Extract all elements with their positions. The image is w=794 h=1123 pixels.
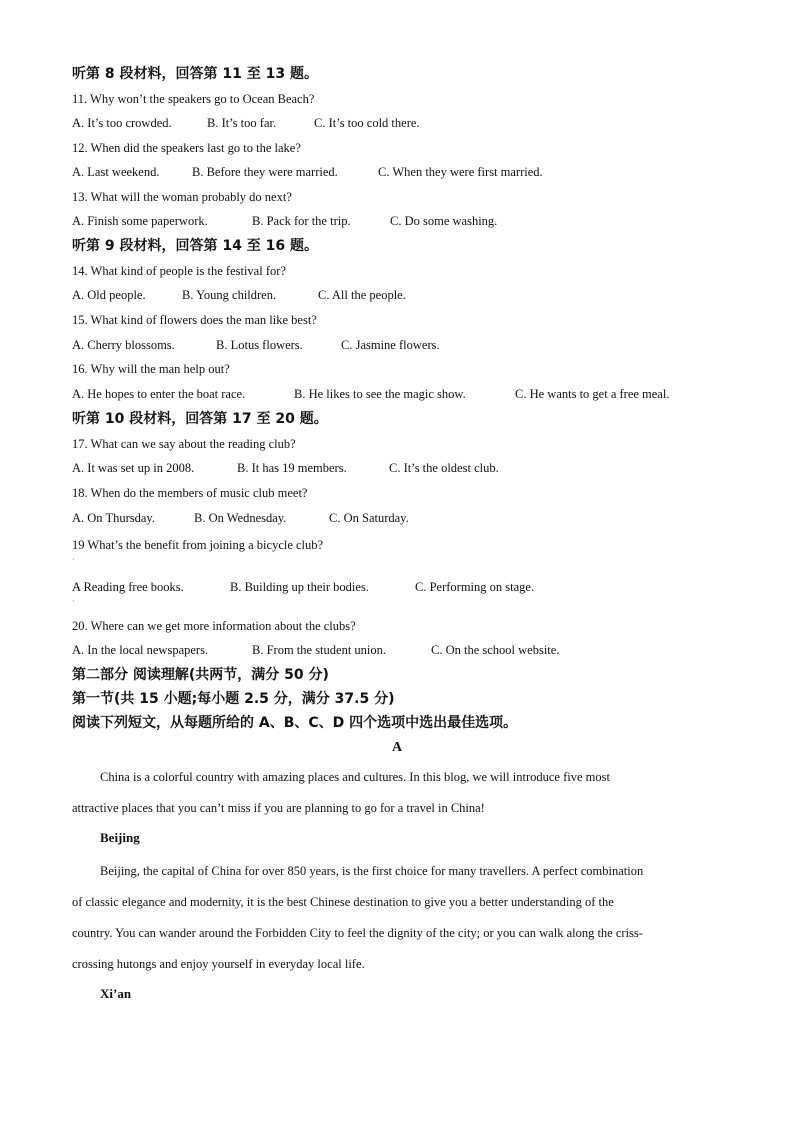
section-heading-9: 听第 9 段材料，回答第 14 至 16 题。 (72, 238, 318, 254)
option-b: B. He likes to see the magic show. (294, 387, 466, 401)
option-a: A. Old people. (72, 288, 146, 302)
question-12: 12. When did the speakers last go to the lake? (72, 141, 301, 155)
option-c: C. Jasmine flowers. (341, 338, 440, 352)
option-b: B. It has 19 members. (237, 461, 347, 475)
question-11: 11. Why won’t the speakers go to Ocean Beach? (72, 92, 315, 106)
option-a: A. Last weekend. (72, 165, 160, 179)
options-16 (72, 385, 669, 403)
option-a: A. Finish some paperwork. (72, 214, 208, 228)
beijing-line-1: Beijing, the capital of China for over 850 years, is the first choice for many travellers. A perfect combination (100, 864, 644, 878)
beijing-line-2: of classic elegance and modernity, it is the best Chinese destination to give you a better understanding of the (72, 895, 614, 909)
option-b: B. Lotus flowers. (216, 338, 303, 352)
beijing-line-4: crossing hutongs and enjoy yourself in everyday local life. (72, 957, 365, 971)
beijing-line-3: country. You can wander around the Forbidden City to feel the dignity of the city; or you can walk along the criss- (72, 926, 643, 940)
options-20 (72, 641, 559, 659)
question-20: 20. Where can we get more information about the clubs? (72, 619, 356, 633)
option-b: B. Young children. (182, 288, 277, 302)
question-15: 15. What kind of flowers does the man like best? (72, 313, 317, 327)
passage-intro-line-1: China is a colorful country with amazing places and cultures. In this blog, we will introduce five most (100, 770, 610, 784)
option-c: C. Performing on stage. (415, 580, 535, 594)
section-heading-10: 听第 10 段材料，回答第 17 至 20 题。 (72, 411, 328, 427)
option-a: A. He hopes to enter the boat race. (72, 387, 246, 401)
question-19: 19 What’s the benefit from joining a bicycle club? (72, 538, 324, 552)
option-b: B. Building up their bodies. (230, 580, 369, 594)
option-c: C. It’s too cold there. (314, 116, 420, 130)
options-11 (72, 114, 420, 132)
option-c: C. All the people. (318, 288, 406, 302)
section-heading-8: 听第 8 段材料，回答第 11 至 13 题。 (72, 66, 318, 82)
question-17: 17. What can we say about the reading club? (72, 437, 296, 451)
options-17 (72, 459, 499, 477)
option-c: C. It’s the oldest club. (389, 461, 499, 475)
section-one-title: 第一节(共 15 小题;每小题 2.5 分，满分 37.5 分) (72, 691, 395, 707)
option-b: B. On Wednesday. (194, 511, 287, 525)
option-c: C. When they were first married. (378, 165, 543, 179)
option-a: A. It was set up in 2008. (72, 461, 195, 475)
option-b: B. Pack for the trip. (252, 214, 351, 228)
question-18: 18. When do the members of music club meet? (72, 486, 308, 500)
question-16: 16. Why will the man help out? (72, 362, 230, 376)
options-12 (72, 163, 543, 181)
options-13 (72, 212, 497, 230)
stray-mark: · (72, 597, 75, 606)
option-b: B. It’s too far. (207, 116, 277, 130)
options-14 (72, 286, 406, 304)
options-19 (72, 578, 534, 596)
options-15 (72, 336, 440, 354)
option-c: C. On the school website. (431, 643, 560, 657)
option-b: B. Before they were married. (192, 165, 338, 179)
subheading-xian: Xi’an (100, 986, 132, 1001)
subheading-beijing: Beijing (100, 830, 140, 845)
option-a: A. On Thursday. (72, 511, 155, 525)
question-14: 14. What kind of people is the festival for? (72, 264, 286, 278)
passage-letter: A (391, 740, 403, 755)
part-two-title: 第二部分 阅读理解(共两节，满分 50 分) (72, 667, 329, 683)
option-a: A Reading free books. (72, 580, 184, 594)
option-c: C. On Saturday. (329, 511, 409, 525)
passage-intro-line-2: attractive places that you can’t miss if you are planning to go for a travel in China! (72, 801, 485, 815)
reading-instruction: 阅读下列短文，从每题所给的 A、B、C、D 四个选项中选出最佳选项。 (72, 715, 518, 731)
stray-mark: · (72, 555, 75, 564)
options-18 (72, 509, 409, 527)
option-c: C. Do some washing. (390, 214, 498, 228)
option-b: B. From the student union. (252, 643, 387, 657)
option-c: C. He wants to get a free meal. (515, 387, 670, 401)
question-13: 13. What will the woman probably do next? (72, 190, 292, 204)
option-a: A. Cherry blossoms. (72, 338, 175, 352)
option-a: A. In the local newspapers. (72, 643, 209, 657)
option-a: A. It’s too crowded. (72, 116, 172, 130)
